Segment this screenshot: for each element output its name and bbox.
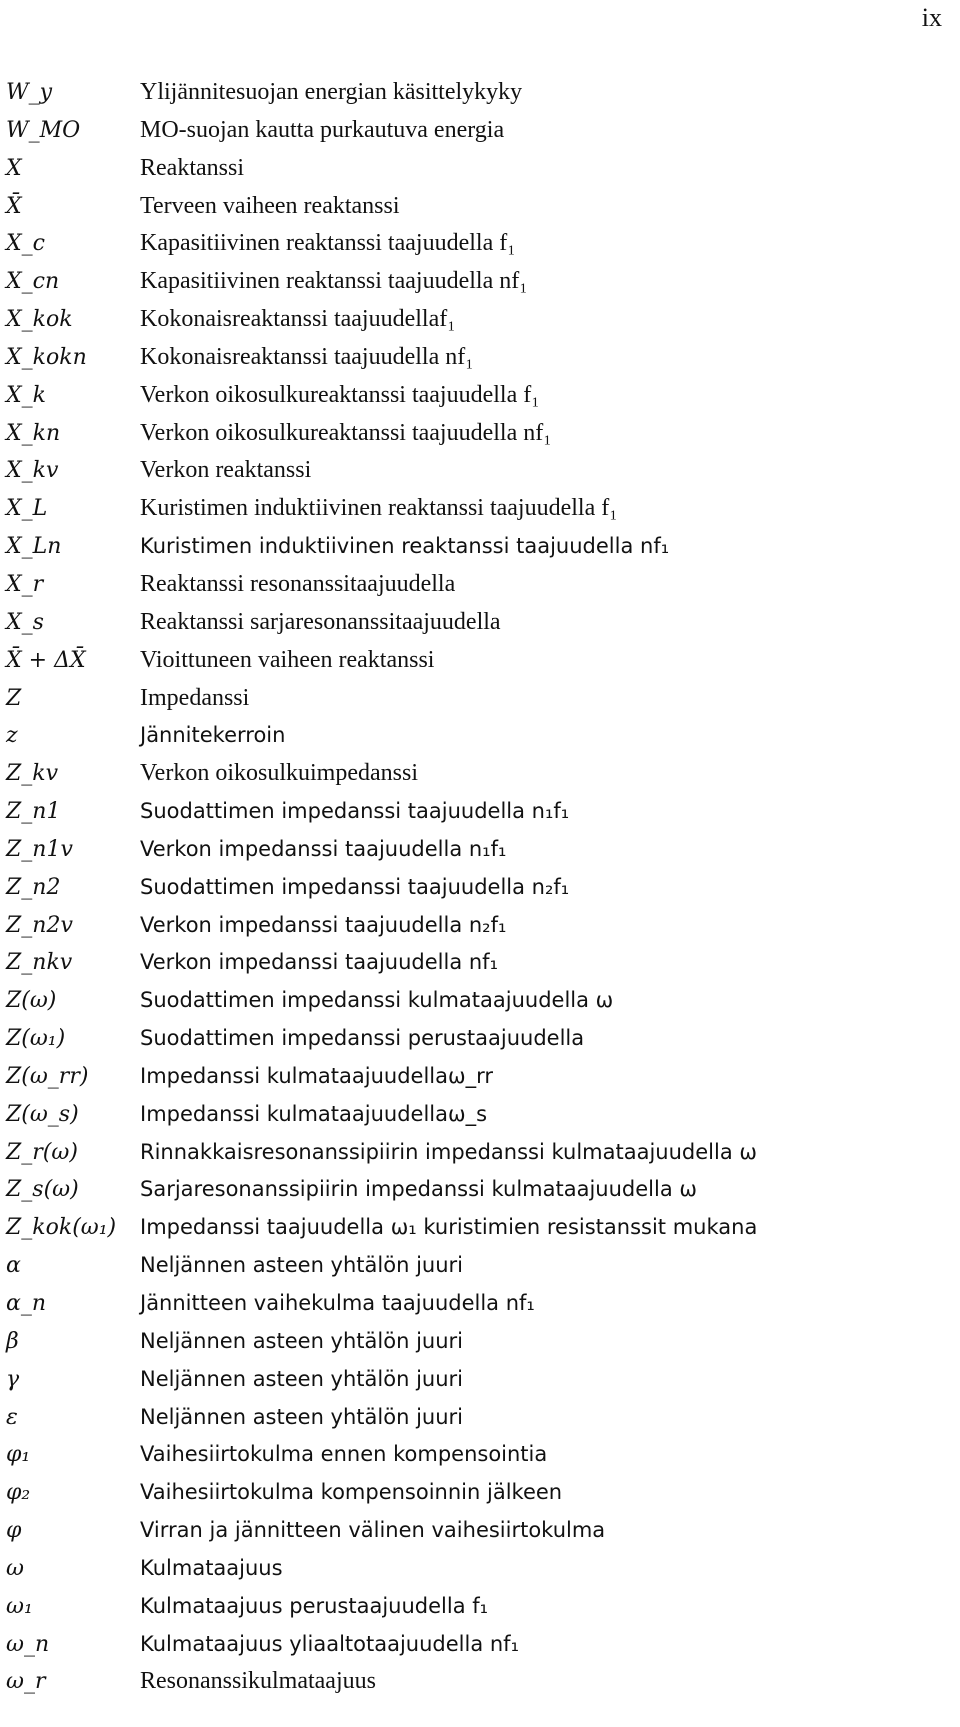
- description: Impedanssi kulmataajuudellaω_s: [140, 1101, 488, 1126]
- description: Sarjaresonanssipiirin impedanssi kulmataajuudella ω: [140, 1177, 697, 1202]
- symbol: ω: [6, 1555, 24, 1581]
- description: Neljännen asteen yhtälön juuri: [140, 1366, 463, 1391]
- list-item: [6, 225, 946, 263]
- description: Impedanssi: [140, 684, 250, 711]
- description: Kulmataajuus: [140, 1555, 283, 1580]
- list-item: [6, 1550, 946, 1588]
- list-item: [6, 74, 946, 112]
- description: Jännitteen vaihekulma taajuudella nf₁: [140, 1291, 535, 1315]
- description: Verkon impedanssi taajuudella n₂f₁: [140, 912, 507, 937]
- description: Impedanssi taajuudella ω₁ kuristimien resistanssit mukana: [140, 1215, 758, 1240]
- list-item: [6, 112, 946, 150]
- list-item: [6, 604, 946, 642]
- list-item: [6, 831, 946, 869]
- list-item: [6, 188, 946, 226]
- symbol: z: [6, 723, 18, 749]
- list-item: [6, 944, 946, 982]
- list-item: [6, 907, 946, 945]
- symbol: ω₁: [6, 1593, 33, 1619]
- symbol: X_cn: [6, 269, 60, 295]
- description: Neljännen asteen yhtälön juuri: [140, 1253, 463, 1278]
- symbol: X_r: [6, 571, 44, 597]
- page-number: ix: [921, 3, 942, 32]
- list-item: [6, 1663, 946, 1701]
- symbol: ω_r: [6, 1669, 46, 1695]
- list-item: [6, 566, 946, 604]
- symbol: Z_n1: [6, 799, 61, 825]
- description: Terveen vaiheen reaktanssi: [140, 192, 400, 219]
- list-item: [6, 755, 946, 793]
- description: Kuristimen induktiivinen reaktanssi taajuudella f₁: [140, 495, 618, 522]
- description: MO-suojan kautta purkautuva energia: [140, 116, 505, 143]
- list-item: [6, 1436, 946, 1474]
- symbol: Z_r(ω): [6, 1139, 78, 1165]
- list-item: [6, 717, 946, 755]
- list-item: [6, 1361, 946, 1399]
- list-item: [6, 452, 946, 490]
- description: Neljännen asteen yhtälön juuri: [140, 1404, 463, 1429]
- description: Verkon impedanssi taajuudella n₁f₁: [140, 836, 507, 861]
- list-item: [6, 263, 946, 301]
- symbol: α_n: [6, 1291, 47, 1316]
- symbol: Z(ω): [6, 988, 57, 1014]
- symbol: X_k: [6, 382, 46, 408]
- symbol: X̄: [6, 193, 22, 219]
- symbol: Z_n2v: [6, 912, 73, 938]
- list-item: [6, 1020, 946, 1058]
- description: Kuristimen induktiivinen reaktanssi taajuudella nf₁: [140, 534, 670, 559]
- description: Ylijännitesuojan energian käsittelykyky: [140, 79, 523, 105]
- list-item: [6, 1058, 946, 1096]
- description: Kulmataajuus yliaaltotaajuudella nf₁: [140, 1631, 519, 1656]
- description: Virran ja jännitteen välinen vaihesiirtokulma: [140, 1518, 606, 1543]
- symbol: ω_n: [6, 1631, 50, 1657]
- symbol: Z(ω_s): [6, 1101, 79, 1127]
- symbol: X_kokn: [6, 344, 87, 370]
- description: Kulmataajuus perustaajuudella f₁: [140, 1593, 489, 1618]
- list-item: [6, 339, 946, 377]
- list-item: [6, 680, 946, 718]
- description: Neljännen asteen yhtälön juuri: [140, 1328, 463, 1353]
- symbol: β: [6, 1328, 19, 1354]
- description: Reaktanssi resonanssitaajuudella: [140, 570, 456, 597]
- list-item: [6, 415, 946, 453]
- symbol: Z_kv: [6, 761, 59, 787]
- symbol-list: [6, 74, 946, 1701]
- description: Kapasitiivinen reaktanssi taajuudella nf₁: [140, 268, 528, 295]
- symbol: Z_nkv: [6, 950, 73, 976]
- list-item: [6, 1134, 946, 1172]
- list-item: [6, 377, 946, 415]
- symbol: X_s: [6, 609, 44, 635]
- list-item: [6, 1512, 946, 1550]
- symbol: X_kv: [6, 458, 59, 484]
- symbol: α: [6, 1253, 21, 1279]
- symbol: X_kn: [6, 420, 61, 446]
- symbol: Z: [6, 685, 22, 711]
- description: Reaktanssi sarjaresonanssitaajuudella: [140, 608, 501, 635]
- description: Verkon oikosulkureaktanssi taajuudella f₁: [140, 381, 540, 408]
- list-item: [6, 793, 946, 831]
- symbol: Z_s(ω): [6, 1177, 79, 1203]
- description: Resonanssikulmataajuus: [140, 1668, 376, 1695]
- description: Suodattimen impedanssi kulmataajuudella ω: [140, 988, 614, 1013]
- description: Kokonaisreaktanssi taajuudella nf₁: [140, 343, 474, 370]
- symbol: φ₁: [6, 1442, 31, 1468]
- symbol: Z(ω₁): [6, 1026, 66, 1052]
- description: Vaihesiirtokulma kompensoinnin jälkeen: [140, 1480, 563, 1505]
- symbol: X_c: [6, 231, 45, 257]
- symbol: X_L: [6, 496, 48, 522]
- symbol: X̄ + ΔX̄: [6, 647, 86, 673]
- list-item: [6, 490, 946, 528]
- description: Suodattimen impedanssi perustaajuudella: [140, 1026, 585, 1051]
- list-item: [6, 1323, 946, 1361]
- symbol: X: [6, 155, 22, 181]
- list-item: [6, 1171, 946, 1209]
- description: Verkon oikosulkuimpedanssi: [140, 760, 418, 787]
- description: Verkon reaktanssi: [140, 457, 312, 484]
- description: Reaktanssi: [140, 154, 244, 181]
- description: Impedanssi kulmataajuudellaω_rr: [140, 1063, 493, 1088]
- symbol: W_y: [6, 80, 53, 105]
- symbol: W_MO: [6, 117, 81, 143]
- symbol: Z(ω_rr): [6, 1063, 89, 1089]
- symbol: Z_n2: [6, 874, 61, 900]
- list-item: [6, 1626, 946, 1664]
- list-item: [6, 1399, 946, 1437]
- description: Kapasitiivinen reaktanssi taajuudella f₁: [140, 230, 516, 257]
- description: Vaihesiirtokulma ennen kompensointia: [140, 1442, 548, 1467]
- list-item: [6, 1096, 946, 1134]
- symbol: Z_kok(ω₁): [6, 1215, 117, 1241]
- symbol: Z_n1v: [6, 836, 73, 862]
- symbol: X_kok: [6, 307, 73, 333]
- list-item: [6, 642, 946, 680]
- description: Jännitekerroin: [140, 723, 286, 748]
- description: Suodattimen impedanssi taajuudella n₁f₁: [140, 799, 570, 824]
- description: Suodattimen impedanssi taajuudella n₂f₁: [140, 874, 570, 899]
- description: Kokonaisreaktanssi taajuudellaf₁: [140, 306, 456, 333]
- list-item: [6, 982, 946, 1020]
- list-item: [6, 1474, 946, 1512]
- symbol: γ: [6, 1366, 20, 1392]
- description: Verkon impedanssi taajuudella nf₁: [140, 950, 498, 975]
- list-item: [6, 528, 946, 566]
- description: Verkon oikosulkureaktanssi taajuudella nf₁: [140, 419, 552, 446]
- list-item: [6, 1209, 946, 1247]
- symbol: φ₂: [6, 1480, 31, 1506]
- symbol: ε: [6, 1404, 18, 1430]
- list-item: [6, 869, 946, 907]
- list-item: [6, 301, 946, 339]
- symbol: φ: [6, 1518, 22, 1544]
- description: Rinnakkaisresonanssipiirin impedanssi kulmataajuudella ω: [140, 1139, 757, 1164]
- symbol: X_Ln: [6, 534, 62, 560]
- list-item: [6, 1588, 946, 1626]
- description: Vioittuneen vaiheen reaktanssi: [140, 646, 435, 673]
- list-item: [6, 150, 946, 188]
- list-item: [6, 1247, 946, 1285]
- list-item: [6, 1285, 946, 1323]
